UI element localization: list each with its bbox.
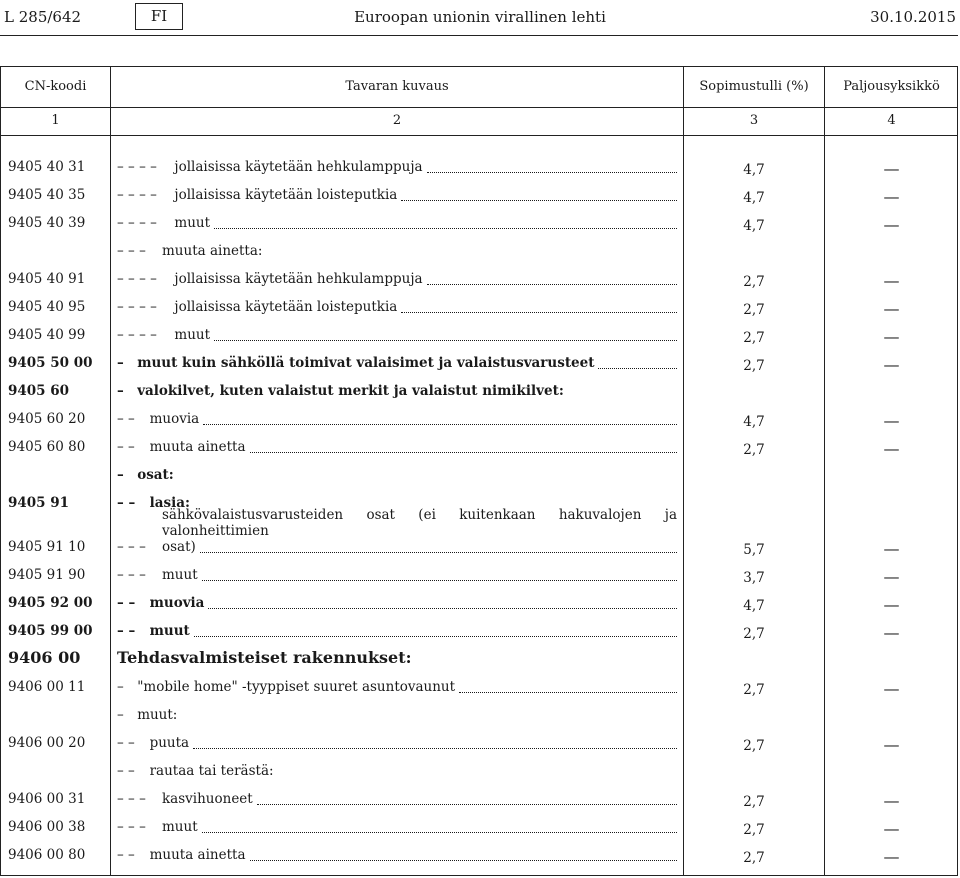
description (117, 187, 677, 203)
tariff-table (0, 66, 958, 876)
description (117, 355, 677, 371)
table-row (1, 785, 959, 813)
description (117, 383, 677, 399)
duty-rate: 4,7 (743, 598, 765, 614)
description-text: muut (162, 819, 198, 835)
indent-dashes: – – – – (117, 299, 157, 315)
cn-code: 9405 40 91 (8, 271, 86, 287)
table-row (1, 729, 959, 757)
supplementary-unit: — (883, 595, 900, 614)
supplementary-unit: — (883, 299, 900, 318)
description-text: kasvihuoneet (162, 791, 253, 807)
description (117, 791, 677, 807)
description-text: jollaisissa käytetään loisteputkia (174, 187, 398, 203)
supplementary-unit: — (883, 327, 900, 346)
dot-leader (427, 273, 677, 287)
description (117, 623, 677, 639)
cn-code: 9406 00 38 (8, 819, 86, 835)
cn-code: 9405 91 90 (8, 567, 86, 583)
cn-code: 9406 00 80 (8, 847, 86, 863)
duty-rate: 4,7 (743, 190, 765, 206)
cn-code: 9405 40 99 (8, 327, 86, 343)
description-text: muovia (149, 411, 200, 427)
indent-dashes: – (117, 679, 124, 695)
indent-dashes: – – – – (117, 215, 157, 231)
header-rule (0, 35, 958, 36)
description (117, 819, 677, 835)
cn-code: 9405 92 00 (8, 595, 93, 611)
supplementary-unit: — (883, 819, 900, 838)
dot-leader (194, 625, 677, 639)
cn-code: 9405 60 20 (8, 411, 86, 427)
page-reference: L 285/642 (4, 8, 82, 26)
supplementary-unit: — (883, 271, 900, 290)
column-heading-duty: Sopimustulli (%) (699, 79, 809, 94)
duty-rate: 2,7 (743, 626, 765, 642)
dot-leader (214, 329, 677, 343)
indent-dashes: – – (117, 847, 135, 863)
dot-leader (214, 217, 677, 231)
supplementary-unit: — (883, 159, 900, 178)
language-box: FI (135, 3, 183, 30)
cn-code: 9405 40 35 (8, 187, 86, 203)
description-text: valokilvet, kuten valaistut merkit ja valaistut nimikilvet: (137, 383, 564, 399)
indent-dashes: – – (117, 411, 135, 427)
description (117, 567, 677, 583)
indent-dashes: – – – – (117, 187, 157, 203)
cn-code: 9405 40 95 (8, 299, 86, 315)
duty-rate: 2,7 (743, 794, 765, 810)
description-line: sähkövalaistusvarusteiden osat (ei kuitenkaan hakuvalojen ja valonheittimien (162, 507, 677, 539)
dot-leader (427, 161, 677, 175)
description (117, 735, 677, 751)
dot-leader (598, 357, 677, 371)
cn-code: 9406 00 (8, 648, 81, 667)
publication-date: 30.10.2015 (870, 8, 956, 26)
duty-rate: 4,7 (743, 162, 765, 178)
duty-rate: 2,7 (743, 358, 765, 374)
table-row (1, 377, 959, 405)
description (117, 243, 677, 259)
supplementary-unit: — (883, 411, 900, 430)
description-text: muuta ainetta (149, 847, 246, 863)
table-row (1, 507, 959, 561)
supplementary-unit: — (883, 355, 900, 374)
duty-rate: 2,7 (743, 442, 765, 458)
description-line: osat) (162, 539, 196, 555)
cn-code: 9405 60 80 (8, 439, 86, 455)
description (117, 327, 677, 343)
supplementary-unit: — (883, 187, 900, 206)
description-text: muuta ainetta: (162, 243, 263, 259)
supplementary-unit: — (883, 215, 900, 234)
description (117, 411, 677, 427)
dot-leader (401, 301, 677, 315)
description-text: jollaisissa käytetään hehkulamppuja (174, 271, 423, 287)
description-text: muut: (137, 707, 178, 723)
table-row (1, 701, 959, 729)
supplementary-unit: — (883, 735, 900, 754)
dot-leader (193, 737, 677, 751)
description (117, 679, 677, 695)
journal-title: Euroopan unionin virallinen lehti (354, 8, 606, 26)
duty-rate: 2,7 (743, 682, 765, 698)
dot-leader (257, 793, 677, 807)
table-row (1, 645, 959, 673)
indent-dashes: – – – – (117, 327, 157, 343)
cn-code: 9405 40 39 (8, 215, 86, 231)
page-header (0, 0, 960, 40)
supplementary-unit: — (883, 679, 900, 698)
dot-leader (459, 681, 677, 695)
description-text: muut (174, 215, 211, 231)
table-row (1, 405, 959, 433)
table-row (1, 841, 959, 869)
duty-rate: 4,7 (743, 414, 765, 430)
cn-code: 9406 00 31 (8, 791, 86, 807)
supplementary-unit: — (883, 847, 900, 866)
description (117, 215, 677, 231)
description-text: "mobile home" -tyyppiset suuret asuntovaunut (137, 679, 456, 695)
table-row (1, 433, 959, 461)
supplementary-unit: — (883, 791, 900, 810)
description (117, 648, 677, 667)
description-text: jollaisissa käytetään hehkulamppuja (174, 159, 423, 175)
cn-code: 9405 91 (8, 495, 70, 511)
description-text: rautaa tai terästä: (149, 763, 274, 779)
description-text: muut (149, 623, 190, 639)
description (117, 467, 677, 483)
table-row (1, 237, 959, 265)
dot-leader (250, 441, 678, 455)
indent-dashes: – – – – (117, 159, 157, 175)
cn-code: 9406 00 20 (8, 735, 86, 751)
table-row (1, 181, 959, 209)
indent-dashes: – – (117, 763, 135, 779)
table-row (1, 589, 959, 617)
dot-leader (250, 849, 678, 863)
cn-code: 9405 50 00 (8, 355, 93, 371)
dot-leader (203, 413, 677, 427)
supplementary-unit: — (883, 539, 900, 558)
description (117, 847, 677, 863)
description (117, 763, 677, 779)
indent-dashes: – – (117, 495, 136, 511)
table-row (1, 813, 959, 841)
column-number: 4 (887, 113, 896, 128)
indent-dashes: – – – (117, 819, 146, 835)
duty-rate: 2,7 (743, 822, 765, 838)
cn-code: 9405 60 (8, 383, 70, 399)
table-row (1, 265, 959, 293)
description (117, 159, 677, 175)
cn-code: 9405 99 00 (8, 623, 93, 639)
table-row (1, 757, 959, 785)
description-text: muovia (149, 595, 205, 611)
table-row (1, 673, 959, 701)
cn-code: 9406 00 11 (8, 679, 86, 695)
description-text: Tehdasvalmisteiset rakennukset: (117, 648, 412, 667)
table-row (1, 617, 959, 645)
indent-dashes: – (117, 355, 124, 371)
indent-dashes: – (117, 467, 124, 483)
duty-rate: 2,7 (743, 850, 765, 866)
indent-dashes: – – (117, 595, 136, 611)
dot-leader (401, 189, 677, 203)
duty-rate: 2,7 (743, 330, 765, 346)
indent-dashes: – – – – (117, 271, 157, 287)
indent-dashes: – (117, 383, 124, 399)
description (117, 439, 677, 455)
dot-leader (202, 569, 677, 583)
description-text: puuta (149, 735, 190, 751)
description (117, 707, 677, 723)
description-text: lasia: (149, 495, 190, 511)
description-text: muut (162, 567, 198, 583)
dot-leader (200, 541, 677, 555)
number-row-divider (1, 135, 957, 136)
table-row (1, 293, 959, 321)
description-text: jollaisissa käytetään loisteputkia (174, 299, 398, 315)
column-number: 1 (51, 113, 60, 128)
description-text: muuta ainetta (149, 439, 246, 455)
dot-leader (202, 821, 677, 835)
indent-dashes: – – – (117, 243, 146, 259)
supplementary-unit: — (883, 439, 900, 458)
duty-rate: 2,7 (743, 302, 765, 318)
indent-dashes: – – (117, 623, 136, 639)
indent-dashes: – – – (117, 567, 146, 583)
indent-dashes: – – (117, 735, 135, 751)
table-row (1, 561, 959, 589)
description (117, 507, 677, 555)
description-text: muut (174, 327, 211, 343)
column-heading-description: Tavaran kuvaus (345, 79, 449, 94)
column-heading-code: CN-koodi (24, 79, 87, 94)
cn-code: 9405 40 31 (8, 159, 86, 175)
description (117, 595, 677, 611)
column-heading-unit: Paljousyksikkö (843, 79, 940, 94)
description (117, 271, 677, 287)
supplementary-unit: — (883, 567, 900, 586)
dot-leader (208, 597, 677, 611)
table-row (1, 321, 959, 349)
duty-rate: 3,7 (743, 570, 765, 586)
duty-rate: 2,7 (743, 274, 765, 290)
description-text: muut kuin sähköllä toimivat valaisimet ja valaistusvarusteet (137, 355, 595, 371)
indent-dashes: – – – (117, 791, 146, 807)
supplementary-unit: — (883, 623, 900, 642)
table-row (1, 153, 959, 181)
duty-rate: 4,7 (743, 218, 765, 234)
duty-rate: 2,7 (743, 738, 765, 754)
column-number: 2 (392, 113, 402, 128)
description-text: osat: (137, 467, 174, 483)
indent-dashes: – – – (117, 539, 146, 555)
duty-rate: 5,7 (743, 542, 765, 558)
table-row (1, 461, 959, 489)
cn-code: 9405 91 10 (8, 539, 86, 555)
table-row (1, 209, 959, 237)
table-row (1, 349, 959, 377)
indent-dashes: – – (117, 439, 135, 455)
indent-dashes: – (117, 707, 124, 723)
description (117, 299, 677, 315)
column-number: 3 (749, 113, 759, 128)
